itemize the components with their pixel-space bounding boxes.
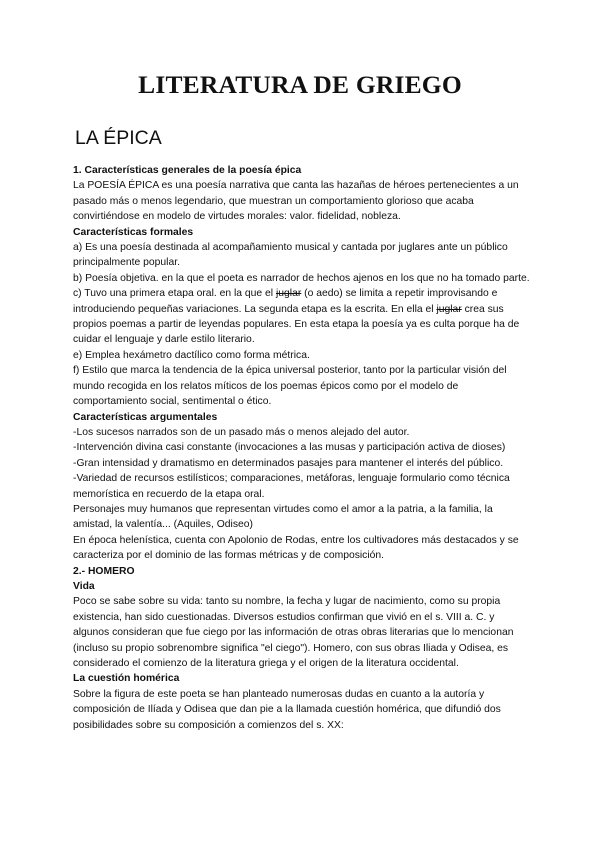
paragraph: Poco se sabe sobre su vida: tanto su nombre, la fecha y lugar de nacimiento, como su propia existencia, han sido cuestionadas. Diversos estudios confirman que vivió en el s. VIII a. C. y algunos consideran que fue ciego por las información de otras obras literarias que lo mencionan (incluso su propio sobrenombre significa "el ciego"). Homero, con sus obras Iliada y Odisea, es considerado el comienzo de la literatura griega y el origen de la literatura occidental.: [73, 596, 514, 669]
list-item: a) Es una poesía destinada al acompañamiento musical y cantada por juglares ante un público principalmente popular.: [73, 242, 508, 269]
subheading: Vida: [73, 580, 95, 592]
list-item: e) Emplea hexámetro dactílico como forma métrica.: [73, 349, 310, 361]
list-item: -Gran intensidad y dramatismo en determinados pasajes para mantener el interés del público.: [73, 457, 504, 469]
text-span: crea sus propios poemas a partir de leyendas populares. En esta etapa la poesía ya es culta porque ha de cuidar el lenguaje y darle estilo literario.: [73, 303, 520, 346]
strikethrough-text: juglar: [275, 288, 302, 300]
document-body: [73, 163, 533, 733]
list-item: -Intervención divina casi constante (invocaciones a las musas y participación activa de dioses): [73, 442, 506, 454]
subheading: La cuestión homérica: [73, 673, 180, 685]
paragraph: Sobre la figura de este poeta se han planteado numerosas dudas en cuanto a la autoría y composición de Ilíada y Odisea que dan pie a la llamada cuestión homérica, que difundió dos posibilidades sobre su composición a comienzos del s. XX:: [73, 688, 501, 731]
section-heading: LA ÉPICA: [75, 127, 162, 149]
paragraph: La POESÍA ÉPICA es una poesía narrativa que canta las hazañas de héroes pertenecientes a un pasado más o menos legendario, que muestran un comportamiento glorioso que acaba convirtiéndose en modelo de virtudes morales: valor. fidelidad, nobleza.: [73, 180, 519, 223]
list-item: -Variedad de recursos estilísticos; comparaciones, metáforas, lenguaje formulario como técnica memorística en recuerdo de la etapa oral.: [73, 473, 510, 500]
strikethrough-text: juglar: [436, 303, 462, 315]
paragraph: En época helenística, cuenta con Apolonio de Rodas, entre los cultivadores más destacados y se caracteriza por el dominio de las formas métricas y de composición.: [73, 534, 519, 562]
subheading: Características formales: [73, 226, 194, 238]
list-item: b) Poesía objetiva. en la que el poeta es narrador de hechos ajenos en los que no ha tomado parte.: [73, 272, 530, 284]
text-span: c) Tuvo una primera etapa oral. en la que el: [73, 288, 276, 300]
subsection-heading: 1. Características generales de la poesía épica: [73, 165, 302, 176]
document-title: LITERATURA DE GRIEGO: [138, 70, 462, 99]
list-item: -Los sucesos narrados son de un pasado más o menos alejado del autor.: [73, 426, 410, 438]
subsection-heading: 2.- HOMERO: [73, 565, 135, 577]
paragraph: Personajes muy humanos que representan virtudes como el amor a la patria, a la familia, la amistad, la valentía... (Aquiles, Odiseo): [73, 503, 493, 531]
list-item: f) Estilo que marca la tendencia de la épica universal posterior, tanto por la particular visión del mundo recogida en los relatos míticos de los poemas épicos como por el modelo de comportamiento social, sentimental o ético.: [73, 365, 507, 408]
text-span: (o aedo) se limita a repetir improvisando e introduciendo pequeñas variaciones. La segunda etapa es la escrita. En ella el: [73, 288, 498, 315]
list-item: [73, 286, 533, 348]
subheading: Características argumentales: [73, 411, 218, 423]
